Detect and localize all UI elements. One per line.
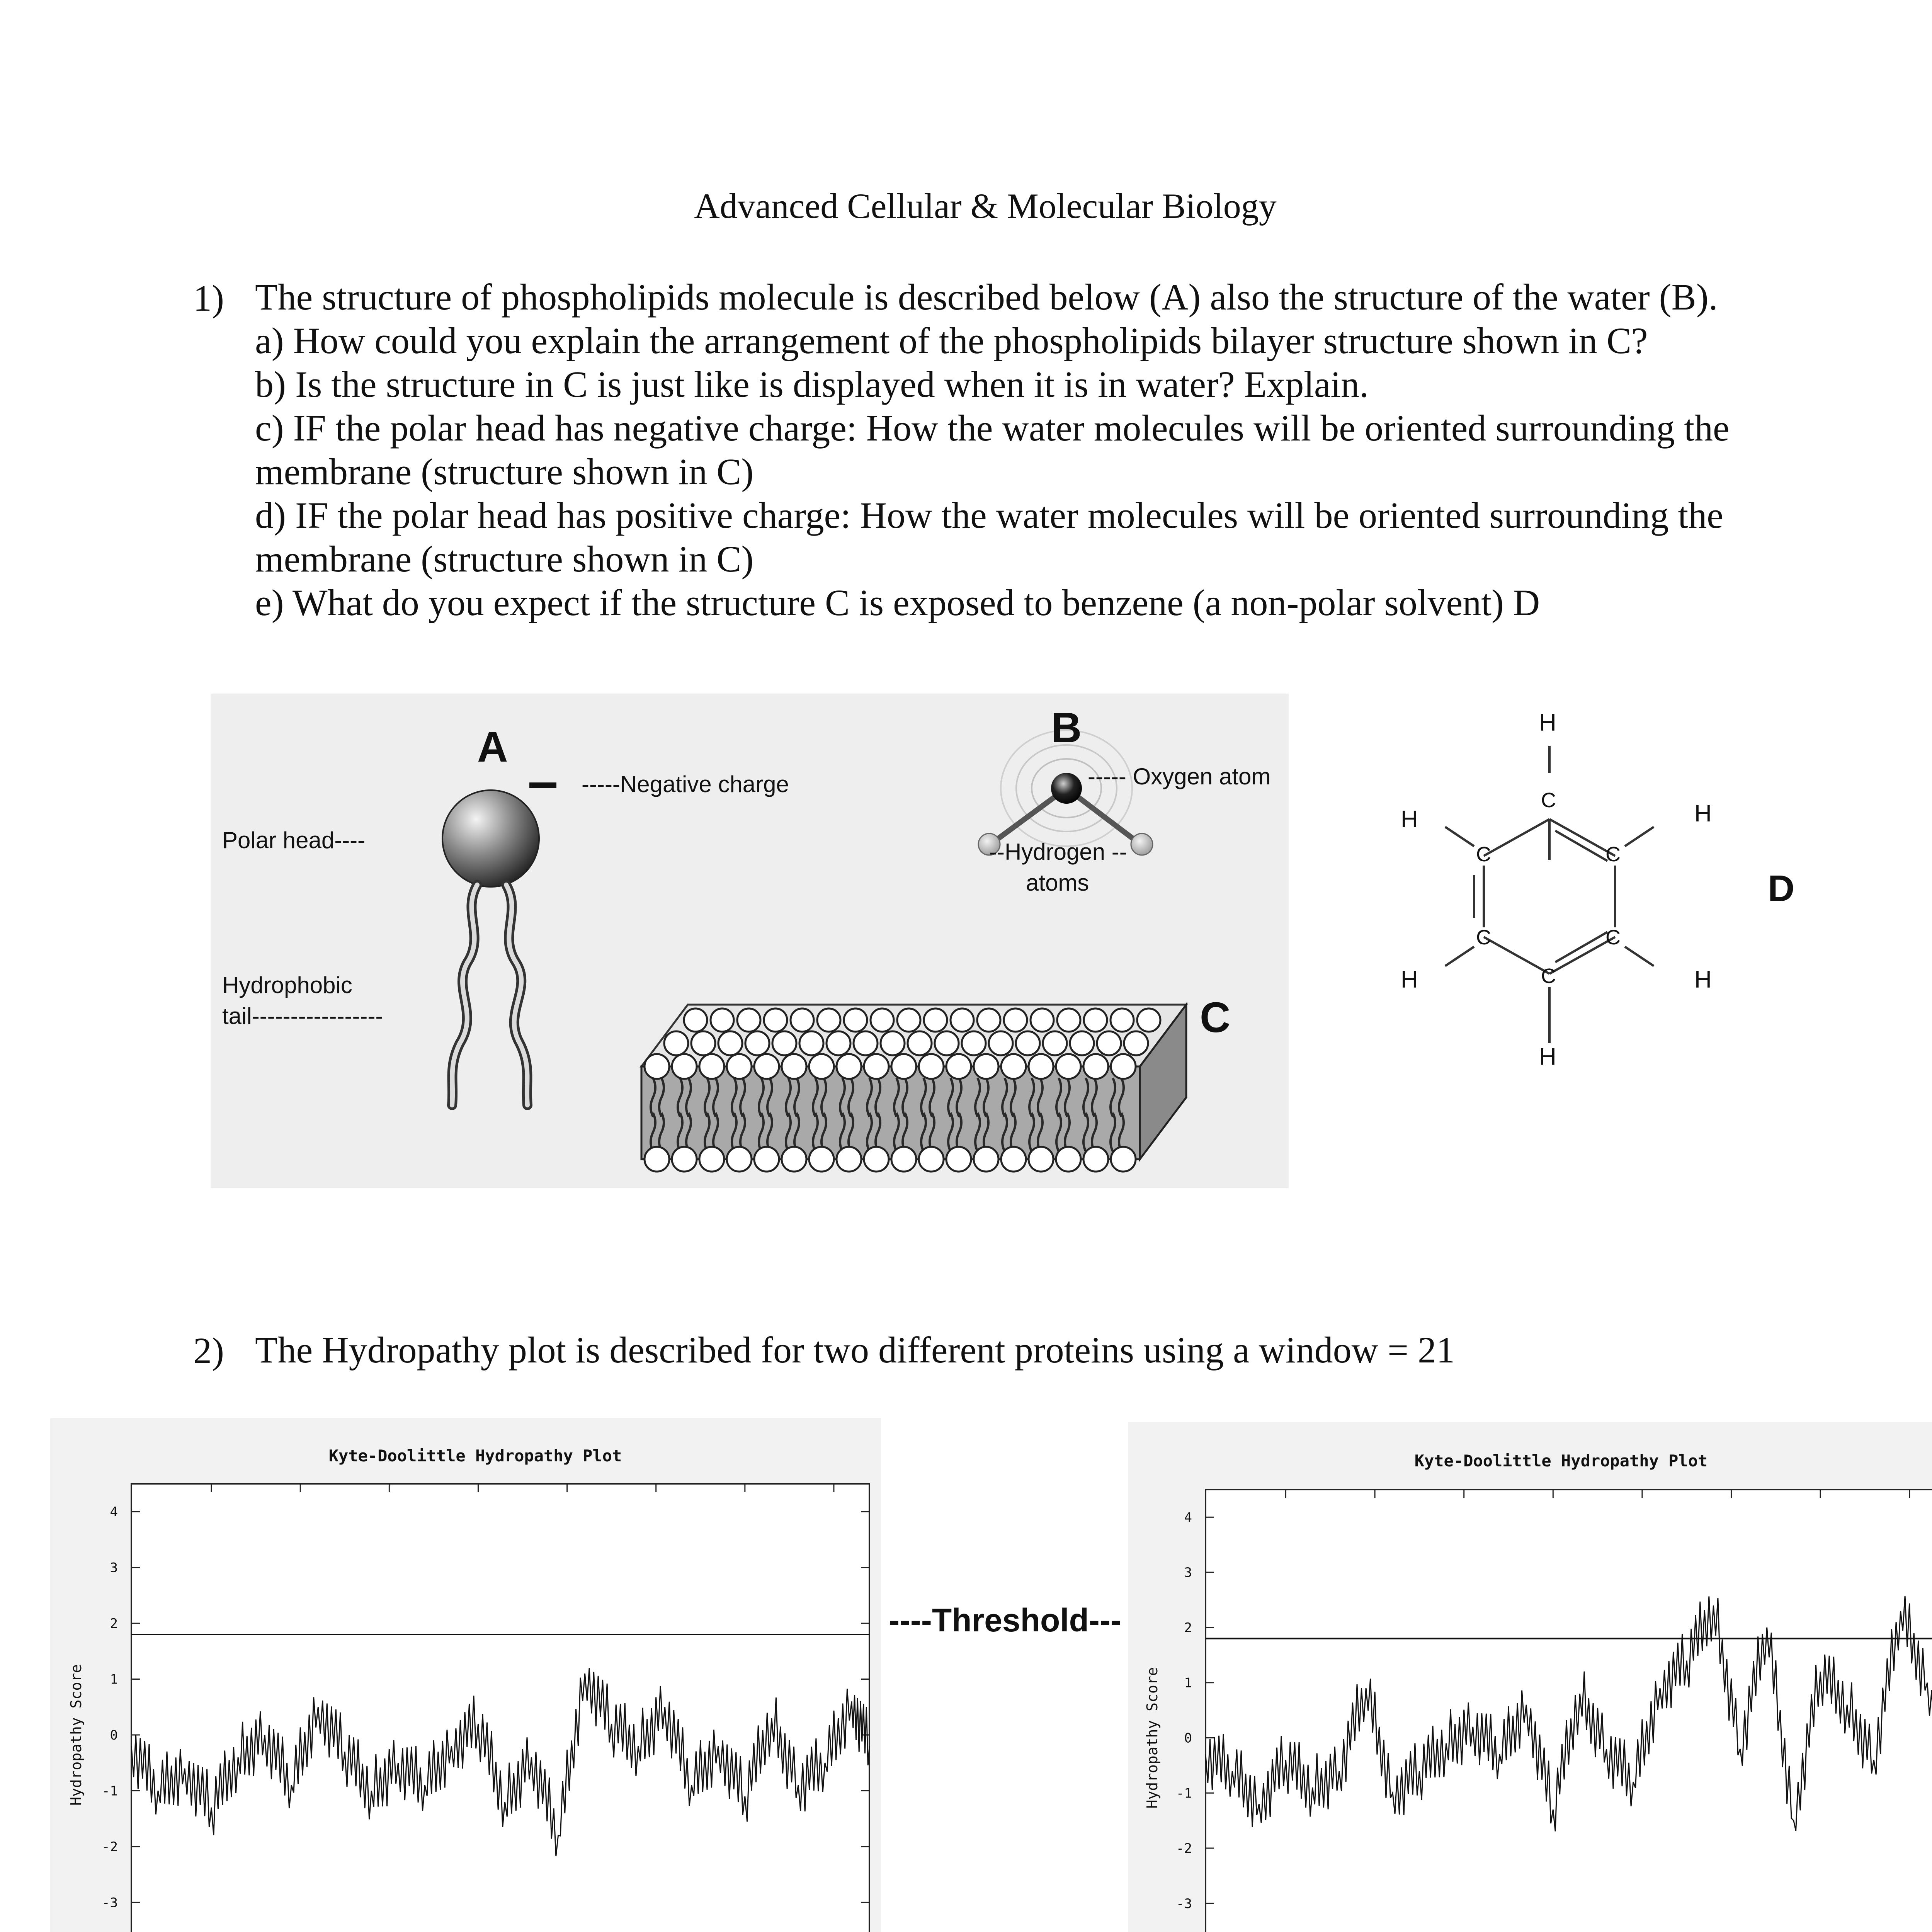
hydropathy-plot-protein-1 xyxy=(50,1418,881,1932)
y-tick-label: 4 xyxy=(1184,1510,1192,1526)
y-tick-label: 0 xyxy=(1184,1730,1192,1746)
y-tick-label: -3 xyxy=(102,1895,118,1911)
threshold-label: ----Threshold--- xyxy=(889,1602,1121,1638)
y-tick-label: 1 xyxy=(110,1672,118,1687)
hydrophobic-label: Hydrophobic xyxy=(222,972,352,998)
benzene-c-top: C xyxy=(1541,789,1556,812)
hydrogen-label: --Hydrogen -- xyxy=(989,839,1127,865)
question-1-number: 1) xyxy=(193,277,224,319)
question-1-stem: The structure of phospholipids molecule is described below (A) also the structure of the water (B). xyxy=(255,276,1718,318)
question-1-part-e: e) What do you expect if the structure C is exposed to benzene (a non-polar solvent) D xyxy=(255,582,1540,623)
benzene-h-lower-left: H xyxy=(1401,966,1418,993)
label-c: C xyxy=(1200,994,1231,1041)
benzene-h-lower-right: H xyxy=(1694,966,1712,993)
label-a: A xyxy=(477,723,508,771)
plot-area xyxy=(131,1484,869,1932)
label-d: D xyxy=(1768,868,1795,909)
y-tick-label: 2 xyxy=(1184,1620,1192,1636)
question-1-part-c-cont: membrane (structure shown in C) xyxy=(255,451,754,492)
question-2-number: 2) xyxy=(193,1330,224,1371)
benzene-h-upper-right: H xyxy=(1694,800,1712,827)
label-b: B xyxy=(1051,704,1082,752)
negative-charge-label: -----Negative charge xyxy=(582,771,789,797)
polar-head-label: Polar head---- xyxy=(222,827,366,853)
benzene-c-upper-right: C xyxy=(1605,843,1621,866)
plot-area xyxy=(1206,1490,1932,1932)
y-tick-label: 3 xyxy=(1184,1565,1192,1581)
y-tick-label: 1 xyxy=(1184,1675,1192,1691)
oxygen-atom-label: ----- Oxygen atom xyxy=(1088,764,1271,789)
plot-title: Kyte-Doolittle Hydropathy Plot xyxy=(1414,1451,1708,1470)
y-tick-label: -2 xyxy=(1176,1841,1192,1857)
y-tick-label: 4 xyxy=(110,1504,118,1520)
phospholipid-molecule xyxy=(442,785,556,1105)
question-1-part-d-cont: membrane (structure shown in C) xyxy=(255,538,754,580)
atoms-label: atoms xyxy=(1026,870,1089,896)
benzene-c-bottom: C xyxy=(1541,964,1556,988)
question-1-part-b: b) Is the structure in C is just like is displayed when it is in water? Explain. xyxy=(255,364,1369,405)
question-1-part-c: c) IF the polar head has negative charge: How the water molecules will be oriented surrounding the xyxy=(255,407,1730,449)
hydropathy-plot-protein-2 xyxy=(1128,1422,1932,1932)
question-2-text: The Hydropathy plot is described for two different proteins using a window = 21 xyxy=(255,1329,1455,1371)
y-tick-label: 3 xyxy=(110,1560,118,1576)
y-tick-label: -1 xyxy=(102,1783,118,1799)
y-tick-label: -2 xyxy=(102,1839,118,1855)
page-title: Advanced Cellular & Molecular Biology xyxy=(694,186,1277,226)
benzene-h-top: H xyxy=(1539,709,1556,736)
y-axis-label: Hydropathy Score xyxy=(1144,1667,1161,1809)
phospholipid-bilayer xyxy=(641,1005,1186,1172)
benzene-c-upper-left: C xyxy=(1476,843,1491,866)
question-1-part-a: a) How could you explain the arrangement of the phospholipids bilayer structure shown in C? xyxy=(255,320,1648,361)
y-tick-label: 0 xyxy=(110,1728,118,1743)
benzene-c-lower-right: C xyxy=(1605,926,1621,949)
y-axis-label: Hydropathy Score xyxy=(68,1664,85,1806)
plot-title: Kyte-Doolittle Hydropathy Plot xyxy=(328,1446,622,1465)
benzene-h-upper-left: H xyxy=(1401,806,1418,833)
tail-label: tail----------------- xyxy=(222,1003,383,1029)
question-1-part-d: d) IF the polar head has positive charge: How the water molecules will be oriented surrounding the xyxy=(255,495,1723,536)
benzene-c-lower-left: C xyxy=(1476,926,1491,949)
y-tick-label: -1 xyxy=(1176,1786,1192,1801)
benzene-h-bottom: H xyxy=(1539,1044,1556,1070)
y-tick-label: -3 xyxy=(1176,1896,1192,1912)
y-tick-label: 2 xyxy=(110,1616,118,1632)
